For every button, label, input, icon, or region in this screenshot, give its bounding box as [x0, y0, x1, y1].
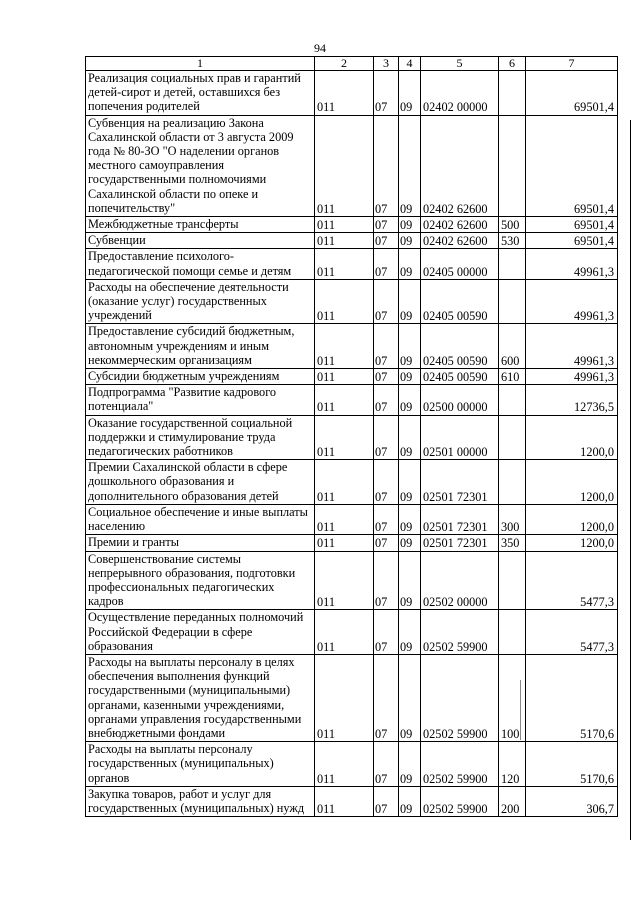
row-name: Закупка товаров, работ и услуг для государственных (муниципальных) нужд [86, 786, 315, 816]
row-col-6 [499, 415, 526, 460]
row-col-5: 02405 00590 [421, 369, 499, 385]
row-col-4: 09 [399, 217, 421, 233]
row-col-5: 02402 62600 [421, 217, 499, 233]
row-col-3: 07 [374, 551, 399, 610]
row-amount: 49961,3 [526, 369, 618, 385]
row-name: Подпрограмма "Развитие кадрового потенциала" [86, 385, 315, 415]
row-col-3: 07 [374, 71, 399, 116]
scan-stray-mark [520, 680, 521, 740]
row-name: Премии Сахалинской области в сфере дошкольного образования и дополнительного образования детей [86, 460, 315, 505]
page-number: 94 [314, 41, 326, 55]
header-col-6: 6 [499, 57, 526, 71]
row-col-6 [499, 71, 526, 116]
row-col-6: 350 [499, 535, 526, 551]
row-col-2: 011 [315, 71, 374, 116]
table-row [86, 233, 618, 249]
row-col-4: 09 [399, 385, 421, 415]
row-col-6: 200 [499, 786, 526, 816]
row-amount: 5170,6 [526, 654, 618, 741]
row-col-2: 011 [315, 233, 374, 249]
row-col-2: 011 [315, 369, 374, 385]
row-col-3: 07 [374, 385, 399, 415]
row-col-4: 09 [399, 460, 421, 505]
row-col-4: 09 [399, 249, 421, 279]
budget-table [85, 56, 618, 817]
row-col-5: 02500 00000 [421, 385, 499, 415]
row-col-2: 011 [315, 115, 374, 216]
row-name: Субвенция на реализацию Закона Сахалинской области от 3 августа 2009 года № 80-ЗО "О наделении органов местного самоуправления государственными полномочиями Сахалинской области по опеке и попечительству" [86, 115, 315, 216]
row-col-5: 02501 72301 [421, 535, 499, 551]
row-col-4: 09 [399, 504, 421, 534]
row-col-4: 09 [399, 71, 421, 116]
row-col-6 [499, 249, 526, 279]
row-col-2: 011 [315, 786, 374, 816]
row-col-2: 011 [315, 217, 374, 233]
row-col-6 [499, 385, 526, 415]
row-col-6: 300 [499, 504, 526, 534]
table-row [86, 742, 618, 787]
row-col-6: 600 [499, 324, 526, 369]
row-amount: 5170,6 [526, 742, 618, 787]
row-col-3: 07 [374, 742, 399, 787]
row-name: Социальное обеспечение и иные выплаты населению [86, 504, 315, 534]
row-col-2: 011 [315, 535, 374, 551]
table-row [86, 279, 618, 324]
row-col-4: 09 [399, 786, 421, 816]
row-col-5: 02405 00590 [421, 324, 499, 369]
header-col-2: 2 [315, 57, 374, 71]
row-col-3: 07 [374, 786, 399, 816]
row-col-6 [499, 610, 526, 655]
row-col-2: 011 [315, 504, 374, 534]
row-col-3: 07 [374, 217, 399, 233]
row-amount: 69501,4 [526, 217, 618, 233]
row-col-3: 07 [374, 460, 399, 505]
row-col-3: 07 [374, 279, 399, 324]
row-col-2: 011 [315, 742, 374, 787]
row-amount: 69501,4 [526, 233, 618, 249]
row-amount: 69501,4 [526, 71, 618, 116]
row-col-5: 02502 59900 [421, 742, 499, 787]
row-name: Субсидии бюджетным учреждениям [86, 369, 315, 385]
table-row [86, 551, 618, 610]
table-row [86, 504, 618, 534]
row-col-6: 610 [499, 369, 526, 385]
table-row [86, 324, 618, 369]
row-col-5: 02502 00000 [421, 551, 499, 610]
table-row [86, 460, 618, 505]
row-name: Реализация социальных прав и гарантий детей-сирот и детей, оставшихся без попечения родителей [86, 71, 315, 116]
row-col-4: 09 [399, 535, 421, 551]
row-col-5: 02501 72301 [421, 504, 499, 534]
row-col-3: 07 [374, 654, 399, 741]
row-col-4: 09 [399, 415, 421, 460]
row-amount: 12736,5 [526, 385, 618, 415]
row-name: Предоставление психолого-педагогической помощи семье и детям [86, 249, 315, 279]
row-col-2: 011 [315, 460, 374, 505]
row-col-4: 09 [399, 654, 421, 741]
row-col-4: 09 [399, 279, 421, 324]
table-row [86, 71, 618, 116]
row-col-3: 07 [374, 504, 399, 534]
header-row [86, 57, 618, 71]
row-col-2: 011 [315, 385, 374, 415]
row-col-5: 02501 00000 [421, 415, 499, 460]
row-name: Расходы на выплаты персоналу в целях обеспечения выполнения функций государственными (муниципальными) органами, казенными учреждениями, органами управления государственными внебюджетными фондами [86, 654, 315, 741]
row-col-3: 07 [374, 233, 399, 249]
row-col-4: 09 [399, 742, 421, 787]
row-col-3: 07 [374, 610, 399, 655]
row-name: Субвенции [86, 233, 315, 249]
row-col-5: 02402 00000 [421, 71, 499, 116]
row-col-5: 02402 62600 [421, 115, 499, 216]
table-row [86, 535, 618, 551]
row-col-3: 07 [374, 369, 399, 385]
row-col-2: 011 [315, 415, 374, 460]
header-col-3: 3 [374, 57, 399, 71]
row-col-4: 09 [399, 369, 421, 385]
row-amount: 5477,3 [526, 610, 618, 655]
header-col-7: 7 [526, 57, 618, 71]
row-col-2: 011 [315, 279, 374, 324]
row-amount: 69501,4 [526, 115, 618, 216]
row-col-5: 02502 59900 [421, 654, 499, 741]
row-amount: 5477,3 [526, 551, 618, 610]
row-col-2: 011 [315, 654, 374, 741]
row-col-6: 100 [499, 654, 526, 741]
row-name: Оказание государственной социальной поддержки и стимулирование труда педагогических работников [86, 415, 315, 460]
scan-edge-line [630, 120, 631, 840]
table-row [86, 369, 618, 385]
row-col-5: 02502 59900 [421, 610, 499, 655]
row-amount: 1200,0 [526, 460, 618, 505]
row-col-4: 09 [399, 610, 421, 655]
table-row [86, 610, 618, 655]
row-amount: 49961,3 [526, 324, 618, 369]
row-col-6 [499, 551, 526, 610]
row-amount: 1200,0 [526, 415, 618, 460]
row-name: Расходы на выплаты персоналу государственных (муниципальных) органов [86, 742, 315, 787]
row-name: Межбюджетные трансферты [86, 217, 315, 233]
row-col-3: 07 [374, 249, 399, 279]
table-row [86, 786, 618, 816]
row-col-5: 02501 72301 [421, 460, 499, 505]
row-col-6 [499, 460, 526, 505]
row-col-5: 02405 00590 [421, 279, 499, 324]
header-col-4: 4 [399, 57, 421, 71]
row-amount: 49961,3 [526, 249, 618, 279]
row-col-6 [499, 279, 526, 324]
row-amount: 1200,0 [526, 504, 618, 534]
row-name: Предоставление субсидий бюджетным, автономным учреждениям и иным некоммерческим организациям [86, 324, 315, 369]
row-col-5: 02502 59900 [421, 786, 499, 816]
row-col-6: 120 [499, 742, 526, 787]
row-col-2: 011 [315, 551, 374, 610]
row-name: Совершенствование системы непрерывного образования, подготовки профессиональных педагогических кадров [86, 551, 315, 610]
row-amount: 306,7 [526, 786, 618, 816]
row-col-5: 02405 00000 [421, 249, 499, 279]
row-col-5: 02402 62600 [421, 233, 499, 249]
row-col-2: 011 [315, 610, 374, 655]
table-row [86, 115, 618, 216]
row-name: Расходы на обеспечение деятельности (оказание услуг) государственных учреждений [86, 279, 315, 324]
row-col-2: 011 [315, 324, 374, 369]
row-amount: 1200,0 [526, 535, 618, 551]
header-col-5: 5 [421, 57, 499, 71]
table-row [86, 217, 618, 233]
row-col-4: 09 [399, 233, 421, 249]
row-col-3: 07 [374, 115, 399, 216]
row-col-6 [499, 115, 526, 216]
row-col-4: 09 [399, 551, 421, 610]
header-col-1: 1 [86, 57, 315, 71]
row-col-3: 07 [374, 415, 399, 460]
row-col-3: 07 [374, 324, 399, 369]
row-col-6: 500 [499, 217, 526, 233]
row-col-4: 09 [399, 115, 421, 216]
row-name: Премии и гранты [86, 535, 315, 551]
row-col-3: 07 [374, 535, 399, 551]
table-row [86, 385, 618, 415]
row-name: Осуществление переданных полномочий Российской Федерации в сфере образования [86, 610, 315, 655]
table-row [86, 415, 618, 460]
row-col-2: 011 [315, 249, 374, 279]
table-row [86, 249, 618, 279]
row-amount: 49961,3 [526, 279, 618, 324]
row-col-4: 09 [399, 324, 421, 369]
row-col-6: 530 [499, 233, 526, 249]
table-row [86, 654, 618, 741]
